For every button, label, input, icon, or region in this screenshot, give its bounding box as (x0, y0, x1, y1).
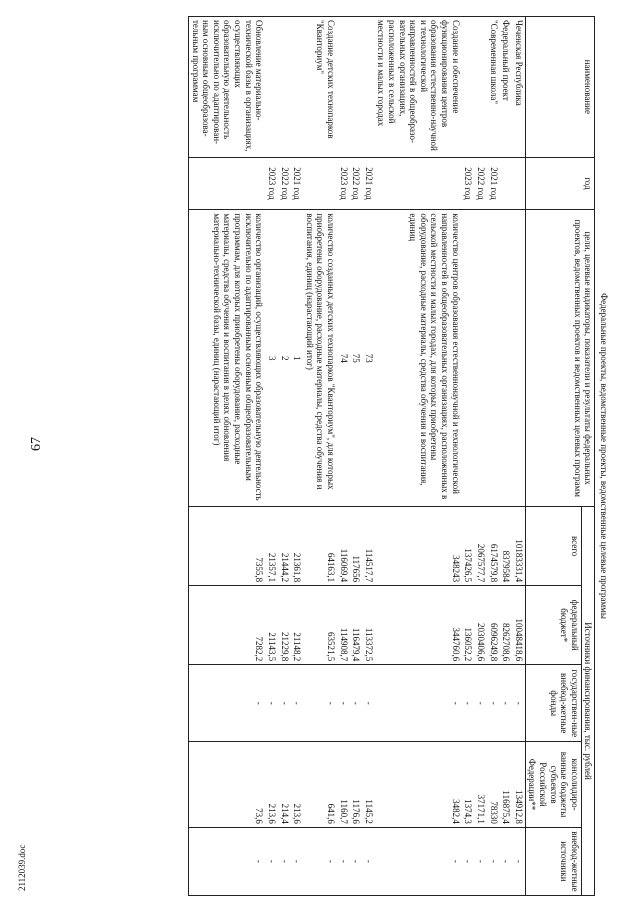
page-number: 67 (29, 437, 44, 451)
cell-year: 2023 год (462, 157, 475, 210)
cell-year: 2022 год (474, 157, 487, 210)
cell-total: 8379584 (500, 507, 513, 586)
header-goals: цели, целевые индикаторы, показатели и результаты федеральных проектов, ведомственных проектов и ведомственных целевых программ (525, 210, 595, 507)
cell-state-funds: - (278, 665, 291, 742)
table-row (291, 17, 304, 896)
table-row (375, 17, 462, 896)
cell-goals (487, 210, 500, 507)
cell-federal: 136052,2 (462, 586, 475, 665)
cell-year (303, 157, 337, 210)
cell-goals: 3 (265, 210, 278, 507)
cell-state-funds: - (487, 665, 500, 742)
header-total: всего (525, 507, 581, 586)
cell-extra: - (189, 827, 266, 895)
header-state-funds: государствен-ные внебюд-жетные фонды (525, 665, 581, 742)
cell-state-funds: - (375, 665, 462, 742)
cell-name (278, 17, 291, 158)
table-row (265, 17, 278, 896)
cell-state-funds: - (291, 665, 304, 742)
cell-federal: 10048418,6 (512, 586, 525, 665)
cell-total: 348243 (375, 507, 462, 586)
cell-year: 2023 год (265, 157, 278, 210)
table-row (474, 17, 487, 896)
cell-regional: 78330 (487, 742, 500, 828)
cell-extra: - (462, 827, 475, 895)
cell-total: 7355,8 (189, 507, 266, 586)
cell-total: 6174579,8 (487, 507, 500, 586)
cell-federal: 8262708,6 (500, 586, 513, 665)
cell-goals: количество организаций, осуществляющих образовательную деятельность исключительно по адаптированным основным общеобразовательным программам, для которых приобретены оборудование, расходные материалы, средства обучения и воспитания в целях обновления материально-технической базы, единиц (нарастающий итог) (189, 210, 266, 507)
cell-name (362, 17, 375, 158)
table-row (189, 17, 266, 896)
cell-federal: 63521,5 (303, 586, 337, 665)
cell-regional: 37171,1 (474, 742, 487, 828)
cell-goals: количество созданных детских технопарков "Кванториум", для которых приобретены оборудование, расходные материалы, средства обучения и воспитания, единиц (нарастающий итог) (303, 210, 337, 507)
cell-name (350, 17, 363, 158)
cell-total: 21444,2 (278, 507, 291, 586)
cell-goals: 74 (337, 210, 350, 507)
cell-extra: - (303, 827, 337, 895)
cell-regional: 3482,4 (375, 742, 462, 828)
table-row (337, 17, 350, 896)
cell-state-funds: - (512, 665, 525, 742)
cell-extra: - (375, 827, 462, 895)
cell-regional: 1176,6 (350, 742, 363, 828)
header-federal: федеральный бюджет* (525, 586, 581, 665)
cell-year: 2021 год (291, 157, 304, 210)
cell-name: Обновление материально-технической базы в организациях, осуществляющих образовательную деятельность исключительно по адаптирован-ным основным общеобразова-тельным программам (189, 17, 266, 158)
cell-total: 114517,7 (362, 507, 375, 586)
cell-year: 2023 год (337, 157, 350, 210)
cell-state-funds: - (265, 665, 278, 742)
header-name: наименование (525, 17, 595, 158)
cell-name: Создание детских технопарков "Кванториум" (303, 17, 337, 158)
cell-regional: 213,6 (265, 742, 278, 828)
cell-total: 117656 (350, 507, 363, 586)
cell-state-funds: - (303, 665, 337, 742)
table-row (350, 17, 363, 896)
cell-name (462, 17, 475, 158)
table-caption: Федеральные проекты, ведомственные проекты, ведомственные целевые программы (595, 17, 611, 896)
cell-state-funds: - (474, 665, 487, 742)
cell-extra: - (291, 827, 304, 895)
header-regional: консолидиро-ванные бюджеты субъектов Российской Федерации** (525, 742, 581, 828)
cell-year (500, 157, 513, 210)
cell-goals: 73 (362, 210, 375, 507)
cell-name (337, 17, 350, 158)
cell-goals (512, 210, 525, 507)
cell-name: Федеральный проект (500, 17, 513, 158)
cell-regional: 641,6 (303, 742, 337, 828)
cell-federal: 113372,5 (362, 586, 375, 665)
cell-extra: - (512, 827, 525, 895)
cell-federal: 6096249,8 (487, 586, 500, 665)
cell-name (474, 17, 487, 158)
table-row (500, 17, 513, 896)
table-row (278, 17, 291, 896)
cell-year: 2021 год (487, 157, 500, 210)
cell-goals: количество центров образования естественнонаучной и технологической направленностей в общеобразовательных организациях, расположенных в сельской местности и малых городах, для которых приобретены оборудование, расходные материалы, средства обучения и воспитания, единиц (375, 210, 462, 507)
cell-extra: - (500, 827, 513, 895)
cell-state-funds: - (189, 665, 266, 742)
cell-regional: 134912,8 (512, 742, 525, 828)
cell-total: 10183331,4 (512, 507, 525, 586)
cell-state-funds: - (350, 665, 363, 742)
cell-federal: 116479,4 (350, 586, 363, 665)
cell-year: 2021 год (362, 157, 375, 210)
header-extra: внебюд-жетные источники (525, 827, 581, 895)
cell-regional: 1160,7 (337, 742, 350, 828)
cell-federal: 344760,6 (375, 586, 462, 665)
header-sources: Источники финансирования, тыс. рублей (581, 507, 595, 896)
cell-federal: 21143,5 (265, 586, 278, 665)
cell-goals (462, 210, 475, 507)
cell-total: 2067577,7 (474, 507, 487, 586)
cell-state-funds: - (462, 665, 475, 742)
cell-total: 21357,1 (265, 507, 278, 586)
cell-regional: 1145,2 (362, 742, 375, 828)
cell-goals: 1 (291, 210, 304, 507)
cell-regional: 213,6 (291, 742, 304, 828)
cell-name: "Современная школа" (487, 17, 500, 158)
cell-state-funds: - (362, 665, 375, 742)
document-code: 2112039.doc (17, 844, 27, 891)
cell-year: 2022 год (278, 157, 291, 210)
cell-name: Чеченская Республика (512, 17, 525, 158)
cell-extra: - (487, 827, 500, 895)
table-row (303, 17, 337, 896)
cell-federal: 21148,2 (291, 586, 304, 665)
cell-extra: - (265, 827, 278, 895)
header-year: год (525, 157, 595, 210)
cell-extra: - (350, 827, 363, 895)
table-row (462, 17, 475, 896)
table-row (362, 17, 375, 896)
cell-year (375, 157, 462, 210)
cell-year (512, 157, 525, 210)
cell-federal: 2030406,6 (474, 586, 487, 665)
cell-extra: - (278, 827, 291, 895)
cell-extra: - (474, 827, 487, 895)
cell-goals (500, 210, 513, 507)
cell-goals: 2 (278, 210, 291, 507)
cell-regional: 73,6 (189, 742, 266, 828)
table-row (487, 17, 500, 896)
cell-state-funds: - (500, 665, 513, 742)
cell-name (291, 17, 304, 158)
cell-goals (474, 210, 487, 507)
financing-table (188, 16, 611, 896)
cell-regional: 1374,3 (462, 742, 475, 828)
cell-federal: 21229,8 (278, 586, 291, 665)
cell-total: 21361,8 (291, 507, 304, 586)
table-row (512, 17, 525, 896)
cell-regional: 116875,4 (500, 742, 513, 828)
cell-year (189, 157, 266, 210)
cell-total: 116069,4 (337, 507, 350, 586)
cell-total: 64163,1 (303, 507, 337, 586)
cell-regional: 214,4 (278, 742, 291, 828)
cell-extra: - (362, 827, 375, 895)
cell-name: Создание и обеспечение функционирования центров образования естественно-научной и технологической направленностей в общеобразо-вательных организациях, расположенных в сельской местности и малых городах (375, 17, 462, 158)
rotated-table-area (73, 16, 611, 896)
cell-year: 2022 год (350, 157, 363, 210)
cell-goals: 75 (350, 210, 363, 507)
cell-name (265, 17, 278, 158)
cell-federal: 114908,7 (337, 586, 350, 665)
cell-total: 137426,5 (462, 507, 475, 586)
cell-extra: - (337, 827, 350, 895)
cell-federal: 7282,2 (189, 586, 266, 665)
cell-state-funds: - (337, 665, 350, 742)
